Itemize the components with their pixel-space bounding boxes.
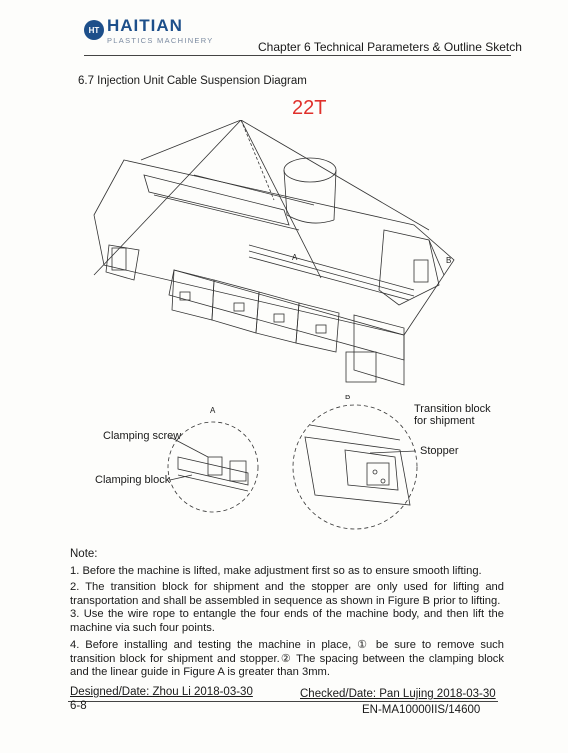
brand-subtitle: PLASTICS MACHINERY: [107, 36, 214, 45]
note-item-3: 3. Use the wire rope to entangle the four ends of the machine body, and then lift the machine via such four points.: [70, 608, 504, 634]
note-item-2: 2. The transition block for shipment and the stopper are only used for lifting and transportation and shall be assembled in sequence as shown in Figure B prior to lifting.: [70, 581, 504, 607]
clamping-screw-label: Clamping screw: [103, 430, 182, 442]
footer-rule: [68, 701, 498, 702]
transition-block-label-2: for shipment: [414, 415, 475, 427]
machine-lifting-diagram: [84, 120, 506, 398]
header-rule: [84, 55, 511, 56]
section-title: 6.7 Injection Unit Cable Suspension Diagram: [78, 75, 307, 87]
page-number: 6-8: [70, 700, 87, 712]
marker-b: B: [446, 256, 452, 265]
note-title: Note:: [70, 548, 98, 560]
document-code: EN-MA10000IIS/14600: [362, 704, 481, 716]
note-item-1: 1. Before the machine is lifted, make adjustment first so as to ensure smooth lifting.: [70, 565, 482, 577]
detail-b-label: B: [345, 395, 351, 401]
detail-a-label: A: [210, 406, 216, 415]
transition-block-label-1: Transition block: [414, 403, 491, 415]
stopper-label: Stopper: [420, 445, 459, 457]
note-item-4: 4. Before installing and testing the machine in place, ① be sure to remove such transition block for shipment and stopper.② The spacing between the clamping block and the linear guide in Figure A is greater than 3mm.: [70, 639, 504, 678]
chapter-title: Chapter 6 Technical Parameters & Outline Sketch: [258, 40, 522, 54]
designed-by: Designed/Date: Zhou Li 2018-03-30: [70, 686, 253, 698]
checked-by: Checked/Date: Pan Lujing 2018-03-30: [300, 688, 496, 700]
marker-a: A: [292, 253, 298, 262]
clamping-block-label: Clamping block: [95, 474, 171, 486]
brand-name: HAITIAN: [107, 16, 183, 35]
logo-icon: HT: [84, 20, 104, 40]
model-label: 22T: [292, 97, 327, 119]
